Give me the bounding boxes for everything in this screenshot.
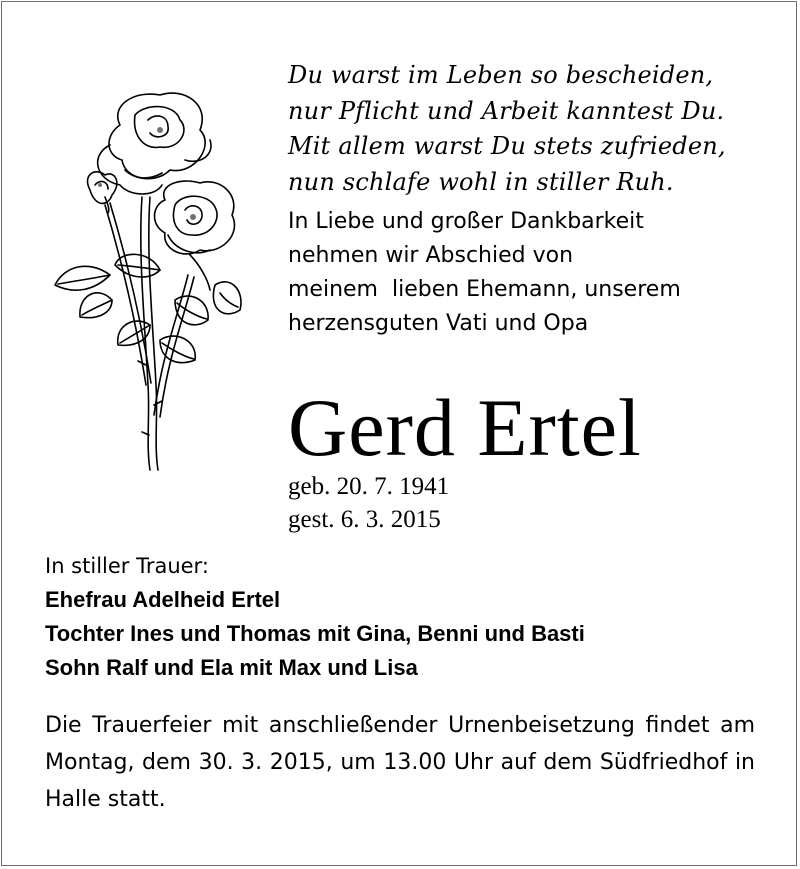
farewell-text <box>288 205 768 341</box>
death-date: gest. 6. 3. 2015 <box>288 506 441 533</box>
birth-date: geb. 20. 7. 1941 <box>288 473 450 500</box>
mourner-entry: Sohn Ralf und Ela mit Max und Lisa <box>45 655 418 680</box>
farewell-line: herzensguten Vati und Opa <box>288 311 589 336</box>
farewell-line: In Liebe und großer Dankbarkeit <box>288 209 644 234</box>
poem-line: nur Pflicht und Arbeit kanntest Du. <box>288 96 725 125</box>
poem-line: Mit allem warst Du stets zufrieden, <box>288 132 726 160</box>
rose-illustration <box>50 85 250 475</box>
mourners-block <box>45 549 765 685</box>
poem-line: Du warst im Leben so bescheiden, <box>288 61 714 89</box>
mourner-entry: Tochter Ines und Thomas mit Gina, Benni und Basti <box>45 621 585 646</box>
mourners-heading: In stiller Trauer: <box>45 554 209 578</box>
poem <box>288 58 768 200</box>
farewell-line: meinem lieben Ehemann, unserem <box>288 277 681 302</box>
deceased-name: Gerd Ertel <box>288 382 642 473</box>
mourner-entry: Ehefrau Adelheid Ertel <box>45 587 281 612</box>
life-dates <box>288 470 588 536</box>
poem-line: nun schlafe wohl in stiller Ruh. <box>288 167 674 196</box>
farewell-line: nehmen wir Abschied von <box>288 243 574 268</box>
funeral-service-info: Die Trauerfeier mit anschließender Urnenbeisetzung findet am Montag, dem 30. 3. 2015, um 13.00 Uhr auf dem Südfriedhof in Halle statt. <box>45 713 755 812</box>
